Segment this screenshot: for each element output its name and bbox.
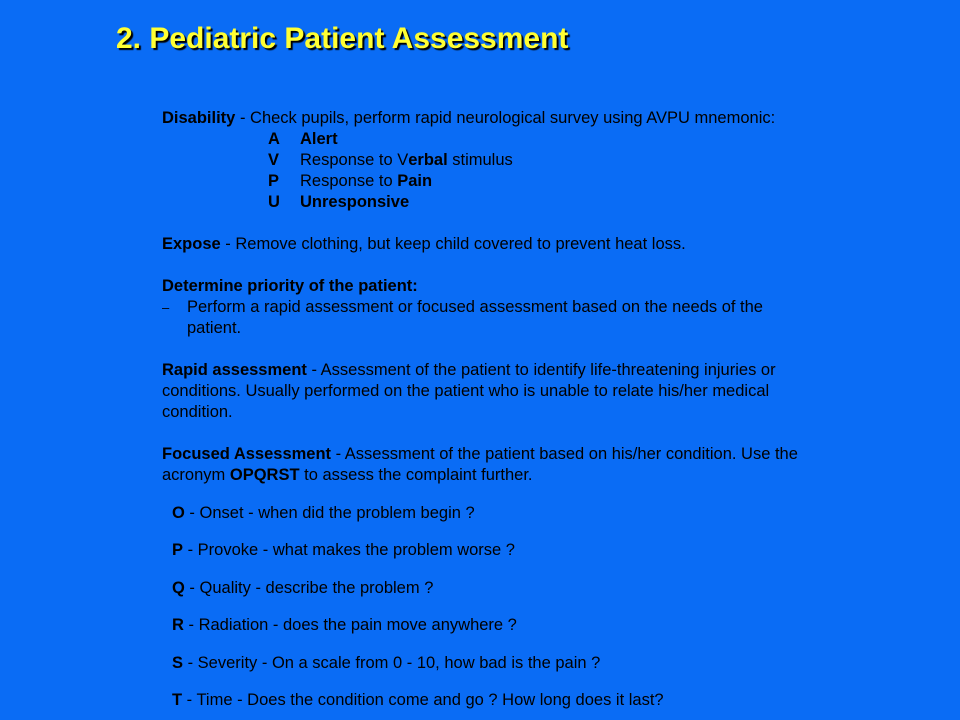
priority-heading: Determine priority of the patient: bbox=[162, 277, 418, 295]
avpu-text: Response to Pain bbox=[300, 172, 433, 190]
rapid-line-1 bbox=[162, 360, 942, 381]
rapid-line-2: conditions. Usually performed on the patient who is unable to relate his/her medical bbox=[162, 382, 770, 400]
avpu-letter: U bbox=[268, 193, 280, 211]
avpu-row-u bbox=[162, 192, 942, 213]
avpu-row-p bbox=[162, 171, 942, 192]
dash-bullet-icon: – bbox=[162, 300, 170, 315]
avpu-text: Response to Verbal stimulus bbox=[300, 151, 513, 169]
slide-body bbox=[162, 108, 942, 720]
disability-line bbox=[162, 108, 942, 129]
focused-desc: - Assessment of the patient based on his/her condition. Use the bbox=[331, 445, 798, 463]
rapid-line-3: condition. bbox=[162, 403, 233, 421]
disability-term: Disability bbox=[162, 109, 236, 127]
priority-bullet-text: Perform a rapid assessment or focused assessment based on the needs of the bbox=[187, 298, 763, 316]
avpu-row-a bbox=[162, 129, 942, 150]
opqrst-acronym: OPQRST bbox=[229, 466, 300, 484]
priority-bullet-item bbox=[162, 297, 942, 318]
disability-desc: - Check pupils, perform rapid neurological survey using AVPU mnemonic: bbox=[235, 109, 776, 127]
focused-section bbox=[162, 444, 942, 711]
expose-term: Expose bbox=[162, 235, 221, 253]
avpu-row-v bbox=[162, 150, 942, 171]
avpu-text: Alert bbox=[300, 130, 338, 148]
avpu-letter: A bbox=[268, 130, 280, 148]
expose-line bbox=[162, 234, 942, 255]
disability-section bbox=[162, 108, 942, 213]
opqrst-item-r: R - Radiation - does the pain move anywhere ? bbox=[172, 616, 517, 634]
rapid-term: Rapid assessment bbox=[162, 361, 307, 379]
opqrst-item-t: T - Time - Does the condition come and go ? How long does it last? bbox=[172, 691, 664, 709]
avpu-letter: V bbox=[268, 151, 280, 169]
focused-line-1 bbox=[162, 444, 942, 465]
expose-desc: - Remove clothing, but keep child covered to prevent heat loss. bbox=[220, 235, 686, 253]
avpu-letter: P bbox=[268, 172, 280, 190]
rapid-section bbox=[162, 360, 942, 423]
opqrst-item-q: Q - Quality - describe the problem ? bbox=[172, 578, 434, 597]
avpu-text: Unresponsive bbox=[300, 193, 410, 211]
expose-section bbox=[162, 234, 942, 255]
focused-line-2: acronym OPQRST to assess the complaint further. bbox=[162, 466, 533, 484]
priority-bullet-text-cont: patient. bbox=[187, 319, 242, 337]
slide-title: 2. Pediatric Patient Assessment bbox=[116, 22, 569, 55]
opqrst-item-o: O - Onset - when did the problem begin ? bbox=[172, 503, 475, 522]
opqrst-item-p: P - Provoke - what makes the problem worse ? bbox=[172, 541, 515, 559]
opqrst-item-s: S - Severity - On a scale from 0 - 10, how bad is the pain ? bbox=[172, 653, 601, 672]
rapid-desc: - Assessment of the patient to identify life-threatening injuries or bbox=[306, 361, 776, 379]
priority-section bbox=[162, 276, 942, 339]
focused-term: Focused Assessment bbox=[162, 445, 332, 463]
